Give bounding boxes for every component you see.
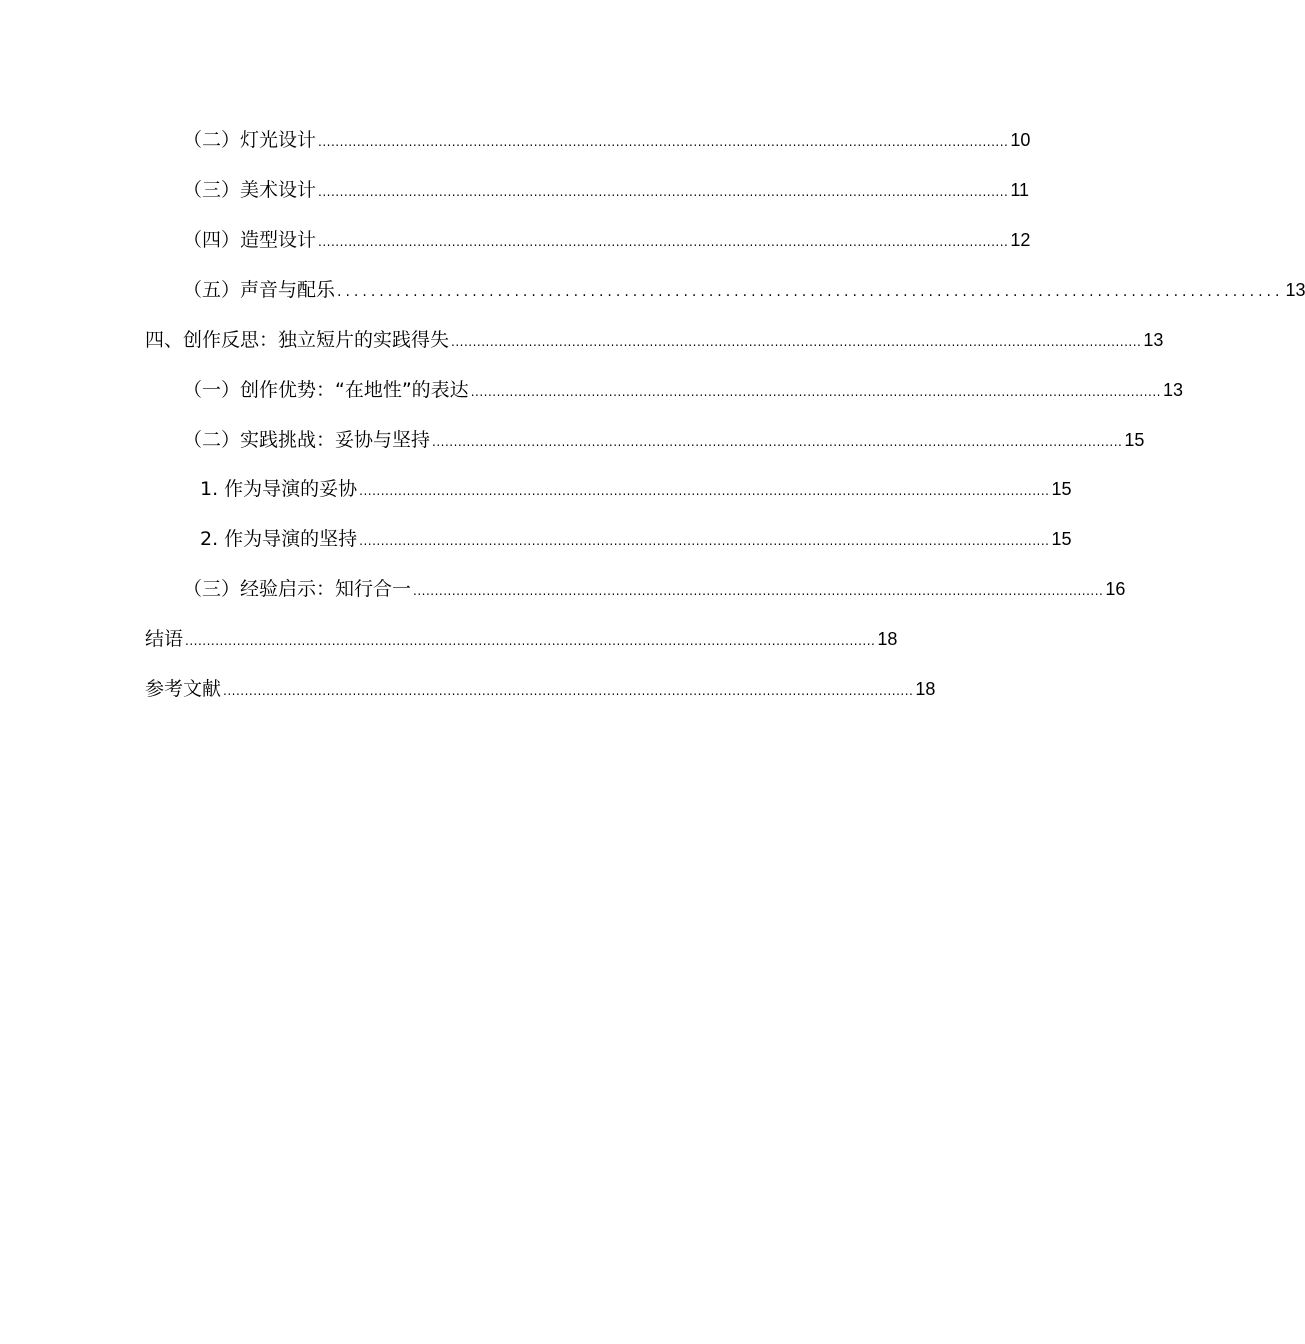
- toc-entry-page: 15: [1051, 479, 1072, 499]
- toc-entry[interactable]: [183, 426, 1145, 454]
- toc-dot-leader: ................................................................................................................................................................: [185, 634, 876, 648]
- toc-entry[interactable]: [183, 376, 1184, 404]
- toc-entry[interactable]: [183, 575, 1126, 603]
- toc-entry-page: 13: [1143, 330, 1164, 350]
- toc-entry[interactable]: [145, 625, 898, 653]
- toc-dot-leader: ................................................................................................................................................................: [223, 684, 914, 698]
- toc-entry[interactable]: [145, 675, 936, 703]
- toc-entry-label: （四）造型设计: [183, 229, 317, 251]
- toc-dot-leader: ................................................................................................................................................................: [318, 135, 1009, 149]
- toc-entry-page: 13: [1163, 380, 1184, 400]
- toc-entry-label: 结语: [145, 628, 184, 650]
- toc-entry-page: 13: [1285, 280, 1305, 300]
- toc-entry-label: 四、创作反思：独立短片的实践得失: [145, 329, 450, 351]
- toc-dot-leader: ................................................................................................................................................................: [451, 335, 1142, 349]
- toc-entry-page: 10: [1010, 130, 1031, 150]
- toc-entry[interactable]: [145, 326, 1164, 354]
- toc-dot-leader: ................................................................................................................................................................: [318, 235, 1009, 249]
- toc-dot-leader: ................................................................................................................................................................: [470, 385, 1161, 399]
- toc-entry[interactable]: [183, 176, 1030, 204]
- toc-entry-page: 18: [877, 629, 898, 649]
- toc-entry-label: 参考文献: [145, 678, 222, 700]
- toc-entry-label: （一）创作优势：“在地性”的表达: [183, 379, 469, 401]
- toc-dot-leader: ................................................................................................................: [337, 284, 1284, 300]
- toc-entry[interactable]: [200, 475, 1072, 503]
- toc-entry[interactable]: [183, 276, 1305, 304]
- toc-dot-leader: ................................................................................................................................................................: [318, 185, 1009, 199]
- toc-dot-leader: ................................................................................................................................................................: [432, 435, 1123, 449]
- toc-entry-label: 1. 作为导演的妥协: [200, 478, 358, 500]
- toc-entry-label: （三）经验启示：知行合一: [183, 578, 412, 600]
- toc-entry-page: 18: [915, 679, 936, 699]
- toc-entry[interactable]: [183, 126, 1031, 154]
- toc-entry-label: （五）声音与配乐: [183, 279, 336, 301]
- toc-entry[interactable]: [200, 525, 1072, 553]
- toc-entry-page: 16: [1105, 579, 1126, 599]
- toc-entry-page: 12: [1010, 230, 1031, 250]
- toc-entry-page: 11: [1010, 180, 1030, 200]
- toc-entry-label: （二）实践挑战：妥协与坚持: [183, 429, 431, 451]
- toc-entry-page: 15: [1124, 430, 1145, 450]
- toc-entry-label: 2. 作为导演的坚持: [200, 528, 358, 550]
- toc-entry-page: 15: [1051, 529, 1072, 549]
- toc-entry[interactable]: [183, 226, 1031, 254]
- toc-dot-leader: ................................................................................................................................................................: [359, 484, 1050, 498]
- toc-dot-leader: ................................................................................................................................................................: [413, 584, 1104, 598]
- toc-entry-label: （二）灯光设计: [183, 129, 317, 151]
- toc-dot-leader: ................................................................................................................................................................: [359, 534, 1050, 548]
- toc-entry-label: （三）美术设计: [183, 179, 317, 201]
